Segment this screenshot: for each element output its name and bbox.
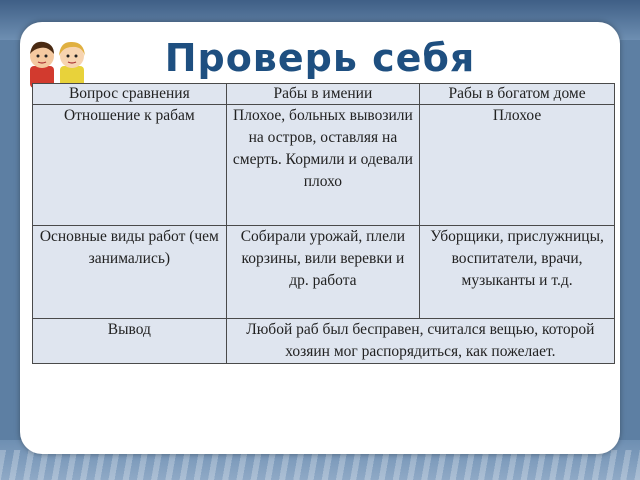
background-swirl	[0, 450, 640, 480]
row-label: Отношение к рабам	[33, 105, 227, 226]
table-row	[33, 105, 615, 226]
page-title: Проверь себя	[164, 36, 476, 80]
table-cell: Плохое, больных вывозили на остров, оставляя на смерть. Кормили и одевали плохо	[226, 105, 419, 226]
comparison-table	[32, 83, 615, 364]
table-cell: Плохое	[420, 105, 615, 226]
table-row	[33, 319, 615, 364]
table-header-row	[33, 84, 615, 105]
column-header: Вопрос сравнения	[33, 84, 227, 105]
conclusion-cell: Любой раб был бесправен, считался вещью, которой хозяин мог распорядиться, как пожелает.	[226, 319, 614, 364]
row-label: Вывод	[33, 319, 227, 364]
table-cell: Собирали урожай, плели корзины, вили веревки и др. работа	[226, 226, 419, 319]
column-header: Рабы в богатом доме	[420, 84, 615, 105]
column-header: Рабы в имении	[226, 84, 419, 105]
row-label: Основные виды работ (чем занимались)	[33, 226, 227, 319]
table-row	[33, 226, 615, 319]
table-cell: Уборщики, прислужницы, воспитатели, врачи, музыканты и т.д.	[420, 226, 615, 319]
